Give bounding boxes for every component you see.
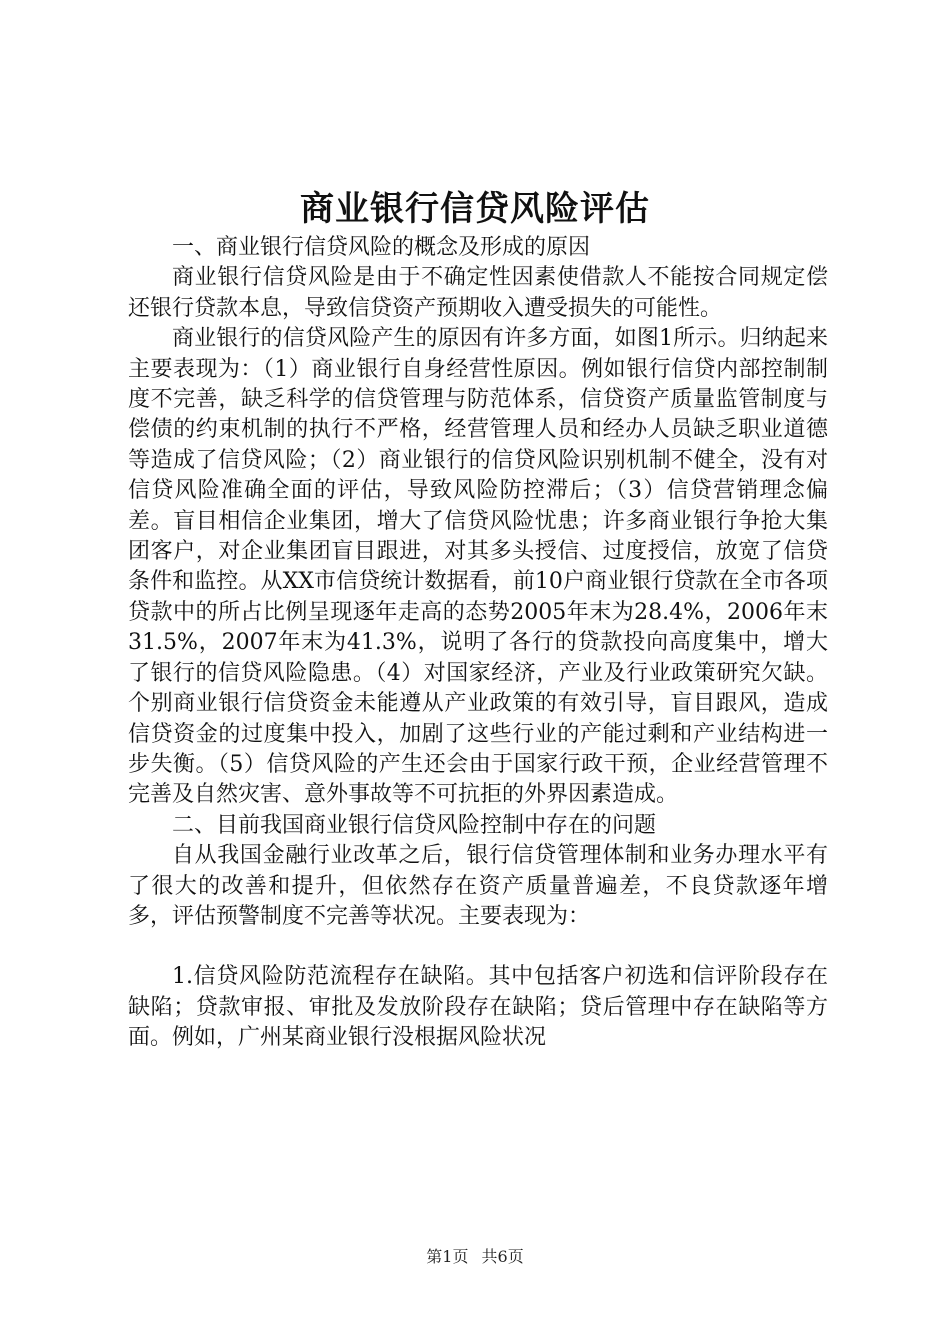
document-title: 商业银行信贷风险评估 (300, 189, 650, 229)
section-heading-2: 二、目前我国商业银行信贷风险控制中存在的问题 (172, 812, 657, 838)
paragraph-causes: 商业银行的信贷风险产生的原因有许多方面，如图1所示。归纳起来主要表现为：（1）商业银行自身经营性原因。例如银行信贷内部控制制度不完善，缺乏科学的信贷管理与防范体系，信贷资产质量监管制度与偿债的约束机制的执行不严格，经营管理人员和经办人员缺乏职业道德等造成了信贷风险；（2）商业银行的信贷风险识别机制不健全，没有对信贷风险准确全面的评估，导致风险防控滞后；（3）信贷营销理念偏差。盲目相信企业集团，增大了信贷风险忧患；许多商业银行争抢大集团客户，对企业集团盲目跟进，对其多头授信、过度授信，放宽了信贷条件和监控。从XX市信贷统计数据看，前10户商业银行贷款在全市各项贷款中的所占比例呈现逐年走高的态势2005年末为28.4%，2006年末31.5%，2007年末为41.3%，说明了各行的贷款投向高度集中，增大了银行的信贷风险隐患。（4）对国家经济，产业及行业政策研究欠缺。个别商业银行信贷资金未能遵从产业政策的有效引导，盲目跟风，造成信贷资金的过度集中投入，加剧了这些行业的产能过剩和产业结构进一步失衡。（5）信贷风险的产生还会由于国家行政干预，企业经营管理不完善及自然灾害、意外事故等不可抗拒的外界因素造成。 (128, 326, 828, 808)
paragraph-problems-intro: 自从我国金融行业改革之后，银行信贷管理体制和业务办理水平有了很大的改善和提升，但依然存在资产质量普遍差，不良贷款逐年增多，评估预警制度不完善等状况。主要表现为： (128, 843, 828, 929)
page-footer (0, 1246, 950, 1268)
paragraph-definition: 商业银行信贷风险是由于不确定性因素使借款人不能按合同规定偿还银行贷款本息，导致信贷资产预期收入遭受损失的可能性。 (128, 265, 828, 321)
section-heading-1: 一、商业银行信贷风险的概念及形成的原因 (172, 235, 591, 260)
paragraph-problem-1: 1.信贷风险防范流程存在缺陷。其中包括客户初选和信评阶段存在缺陷；贷款审报、审批及发放阶段存在缺陷；贷后管理中存在缺陷等方面。例如，广州某商业银行没根据风险状况 (128, 964, 828, 1051)
page-number: 第1页 (426, 1247, 469, 1266)
document-body (128, 233, 828, 1054)
page-total: 共6页 (481, 1247, 524, 1266)
